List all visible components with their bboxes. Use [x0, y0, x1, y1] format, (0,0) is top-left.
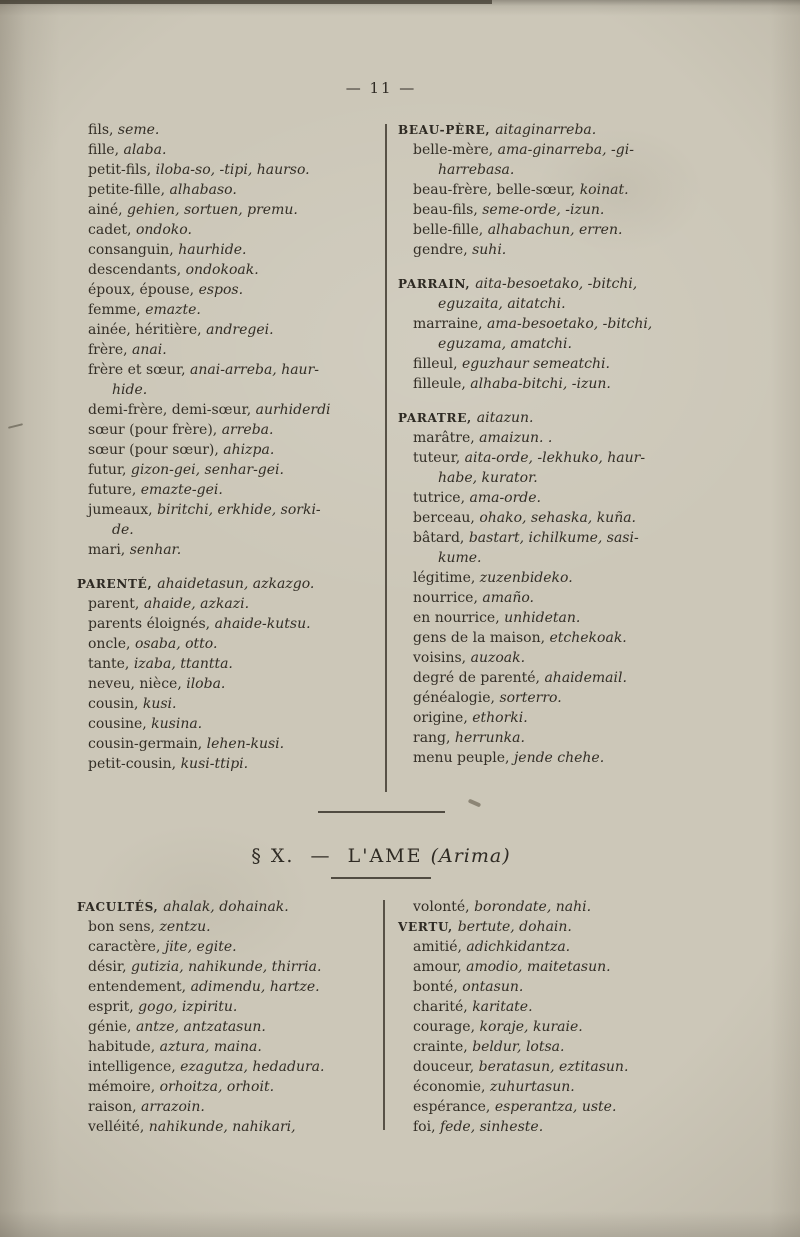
- basque-term: lehen-kusi.: [206, 736, 285, 752]
- basque-term: eguzaita, aitatchi.: [438, 296, 566, 312]
- dictionary-entry: [64, 200, 376, 220]
- page-number: — 11 —: [345, 79, 417, 97]
- french-term: sœur (pour frère),: [88, 422, 222, 438]
- basque-term: alhabaso.: [169, 182, 237, 198]
- basque-term: amaño.: [482, 590, 534, 606]
- french-term: douceur,: [413, 1059, 479, 1075]
- dictionary-entry: [64, 754, 376, 774]
- french-term: bonté,: [413, 979, 463, 995]
- dictionary-entry: [398, 200, 761, 220]
- french-term: bâtard,: [413, 530, 469, 546]
- dictionary-entry: [64, 480, 376, 500]
- dictionary-entry: [398, 977, 761, 997]
- french-term: cousin-germain,: [88, 736, 207, 752]
- dictionary-entry: [64, 540, 376, 560]
- french-term: habitude,: [88, 1039, 160, 1055]
- dictionary-entry: [64, 400, 376, 420]
- french-term: tante,: [88, 656, 134, 672]
- basque-term: iloba-so, -tipi, haurso.: [155, 162, 310, 178]
- entry-group: [398, 897, 761, 1137]
- french-term: gendre,: [413, 242, 473, 258]
- french-term: caractère,: [88, 939, 165, 955]
- french-term: crainte,: [413, 1039, 473, 1055]
- entry-group: [64, 120, 376, 560]
- dictionary-entry: [398, 508, 761, 528]
- basque-term: iloba.: [186, 676, 226, 692]
- french-term: gens de la maison,: [413, 630, 550, 646]
- basque-term: seme-orde, -izun.: [482, 202, 605, 218]
- dictionary-entry: [398, 937, 761, 957]
- basque-term: adimendu, hartze.: [190, 979, 320, 995]
- basque-term: bertute, dohain.: [457, 919, 572, 935]
- basque-term: ama-ginarreba, -gi-: [497, 142, 634, 158]
- basque-term: alhaba-bitchi, -izun.: [470, 376, 611, 392]
- dictionary-entry: [398, 180, 761, 200]
- french-term: charité,: [413, 999, 473, 1015]
- entry-group: [398, 274, 761, 394]
- french-term: espérance,: [413, 1099, 495, 1115]
- bottom-right-column: [398, 897, 761, 1137]
- basque-term: koraje, kuraie.: [479, 1019, 583, 1035]
- french-term: volonté,: [413, 899, 475, 915]
- basque-term: anai-arreba, haur-: [190, 362, 319, 378]
- french-term: descendants,: [88, 262, 186, 278]
- basque-term: aztura, maina.: [159, 1039, 262, 1055]
- basque-term: eguzama, amatchi.: [438, 336, 572, 352]
- dictionary-entry: [398, 374, 761, 394]
- basque-term: orhoitza, orhoit.: [159, 1079, 275, 1095]
- basque-term: seme.: [117, 122, 160, 138]
- dictionary-entry: [398, 354, 761, 374]
- french-term: beau-frère, belle-sœur,: [413, 182, 580, 198]
- basque-term: gutizia, nahikunde, thirria.: [130, 959, 322, 975]
- basque-term: eguzhaur semeatchi.: [461, 356, 610, 372]
- dictionary-entry: [398, 220, 761, 240]
- basque-term: unhidetan.: [504, 610, 581, 626]
- dictionary-entry: [64, 1017, 376, 1037]
- headword-french-term: VERTU,: [398, 920, 458, 934]
- dictionary-entry: [64, 1097, 376, 1117]
- basque-term: jende chehe.: [513, 750, 605, 766]
- french-term: petite-fille,: [88, 182, 170, 198]
- dictionary-entry: [64, 320, 376, 340]
- basque-term: haurhide.: [178, 242, 247, 258]
- section-header: [0, 845, 762, 867]
- french-term: tutrice,: [413, 490, 470, 506]
- basque-term: ama-besoetako, -bitchi,: [487, 316, 653, 332]
- french-term: mari,: [88, 542, 130, 558]
- bottom-left-column: [64, 897, 376, 1137]
- french-term: nourrice,: [413, 590, 483, 606]
- top-left-column: [64, 120, 376, 774]
- french-term: jumeaux,: [88, 502, 158, 518]
- french-term: belle-fille,: [413, 222, 488, 238]
- french-term: voisins,: [413, 650, 471, 666]
- basque-term: kusina.: [151, 716, 203, 732]
- dictionary-entry: [398, 608, 761, 628]
- dictionary-entry: [64, 714, 376, 734]
- french-term: petit-fils,: [88, 162, 156, 178]
- basque-term: hide.: [112, 382, 148, 398]
- french-term: cousine,: [88, 716, 152, 732]
- french-term: bon sens,: [88, 919, 160, 935]
- basque-term: ahaide-kutsu.: [214, 616, 311, 632]
- dictionary-entry: [398, 668, 761, 688]
- header-underline: [331, 877, 431, 879]
- basque-term: esperantza, uste.: [494, 1099, 617, 1115]
- entry-group: [64, 574, 376, 774]
- dictionary-entry: [64, 694, 376, 714]
- french-term: future,: [88, 482, 141, 498]
- dictionary-entry: [64, 917, 376, 937]
- section-separator-rule: [318, 811, 445, 813]
- dictionary-entry: [64, 440, 376, 460]
- basque-term: ontasun.: [462, 979, 524, 995]
- french-term: filleule,: [413, 376, 471, 392]
- dictionary-entry: [64, 160, 376, 180]
- french-term: neveu, nièce,: [88, 676, 187, 692]
- headword-french-term: PARRAIN,: [398, 277, 476, 291]
- basque-term: aita-besoetako, -bitchi,: [475, 276, 638, 292]
- french-term: fils,: [88, 122, 118, 138]
- basque-term: senhar.: [129, 542, 182, 558]
- section-header-italic: (Arima): [430, 845, 511, 867]
- dictionary-entry: [398, 588, 761, 608]
- basque-term: de.: [112, 522, 134, 538]
- dictionary-entry: [398, 1117, 761, 1137]
- dictionary-entry: [64, 120, 376, 140]
- margin-ink-mark: [8, 423, 23, 429]
- french-term: marâtre,: [413, 430, 480, 446]
- french-term: marraine,: [413, 316, 488, 332]
- basque-term: arreba.: [221, 422, 274, 438]
- dictionary-entry: [64, 957, 376, 977]
- dictionary-entry: [398, 728, 761, 748]
- headword-french-term: FACULTÉS,: [77, 900, 164, 914]
- dictionary-entry: [398, 140, 761, 180]
- basque-term: beldur, lotsa.: [472, 1039, 565, 1055]
- section-header-roman: § X. — L'AME: [251, 845, 431, 867]
- basque-term: kusi-ttipi.: [180, 756, 249, 772]
- column-divider-bottom: [383, 900, 385, 1130]
- dictionary-entry: [64, 1117, 376, 1137]
- french-term: époux, épouse,: [88, 282, 199, 298]
- french-term: foi,: [413, 1119, 440, 1135]
- basque-term: emazte-gei.: [140, 482, 223, 498]
- dictionary-entry: [398, 897, 761, 917]
- french-term: tuteur,: [413, 450, 465, 466]
- french-term: futur,: [88, 462, 131, 478]
- french-term: beau-fils,: [413, 202, 483, 218]
- french-term: consanguin,: [88, 242, 179, 258]
- french-term: frère et sœur,: [88, 362, 191, 378]
- basque-term: suhi.: [472, 242, 507, 258]
- dictionary-entry: [64, 1057, 376, 1077]
- dictionary-entry: [398, 1017, 761, 1037]
- basque-term: ondoko.: [135, 222, 192, 238]
- french-term: généalogie,: [413, 690, 500, 706]
- dictionary-entry: [64, 500, 376, 540]
- basque-term: osaba, otto.: [134, 636, 218, 652]
- basque-term: ahizpa.: [223, 442, 275, 458]
- dictionary-entry: [64, 300, 376, 320]
- french-term: filleul,: [413, 356, 462, 372]
- basque-term: kusi.: [142, 696, 177, 712]
- dictionary-entry: [64, 220, 376, 240]
- dictionary-entry: [398, 408, 761, 428]
- dictionary-entry: [398, 528, 761, 568]
- dictionary-entry: [64, 674, 376, 694]
- dictionary-entry: [64, 634, 376, 654]
- basque-term: adichkidantza.: [466, 939, 571, 955]
- basque-term: gizon-gei, senhar-gei.: [130, 462, 284, 478]
- dictionary-entry: [64, 614, 376, 634]
- basque-term: ondokoak.: [185, 262, 259, 278]
- dictionary-entry: [398, 568, 761, 588]
- dictionary-entry: [64, 574, 376, 594]
- dictionary-entry: [64, 734, 376, 754]
- french-term: parents éloignés,: [88, 616, 215, 632]
- dictionary-entry: [398, 448, 761, 488]
- basque-term: aitazun.: [476, 410, 534, 426]
- basque-term: amodio, maitetasun.: [466, 959, 611, 975]
- basque-term: sorterro.: [499, 690, 562, 706]
- french-term: esprit,: [88, 999, 139, 1015]
- dictionary-entry: [64, 1037, 376, 1057]
- basque-term: aurhiderdi: [255, 402, 331, 418]
- french-term: sœur (pour sœur),: [88, 442, 224, 458]
- basque-term: ethorki.: [472, 710, 528, 726]
- dictionary-entry: [64, 360, 376, 400]
- basque-term: emazte.: [145, 302, 201, 318]
- dictionary-entry: [398, 708, 761, 728]
- french-term: ainé,: [88, 202, 128, 218]
- basque-term: koinat.: [579, 182, 629, 198]
- dictionary-entry: [398, 1057, 761, 1077]
- basque-term: karitate.: [472, 999, 533, 1015]
- dictionary-entry: [64, 654, 376, 674]
- french-term: demi-frère, demi-sœur,: [88, 402, 256, 418]
- headword-french-term: PARATRE,: [398, 411, 477, 425]
- basque-term: amaizun. .: [479, 430, 553, 446]
- basque-term: nahikunde, nahikari,: [148, 1119, 296, 1135]
- french-term: intelligence,: [88, 1059, 181, 1075]
- dictionary-entry: [64, 594, 376, 614]
- french-term: femme,: [88, 302, 146, 318]
- basque-term: bastart, ichilkume, sasi-: [468, 530, 639, 546]
- basque-term: fede, sinheste.: [440, 1119, 544, 1135]
- basque-term: aita-orde, -lekhuko, haur-: [464, 450, 646, 466]
- basque-term: izaba, ttantta.: [133, 656, 233, 672]
- french-term: berceau,: [413, 510, 480, 526]
- dictionary-entry: [398, 1037, 761, 1057]
- dictionary-entry: [64, 240, 376, 260]
- dictionary-entry: [398, 628, 761, 648]
- french-term: parent,: [88, 596, 144, 612]
- dictionary-entry: [398, 688, 761, 708]
- dictionary-entry: [398, 314, 761, 354]
- dictionary-entry: [64, 260, 376, 280]
- dictionary-entry: [64, 997, 376, 1017]
- basque-term: zuhurtasun.: [489, 1079, 575, 1095]
- basque-term: borondate, nahi.: [474, 899, 592, 915]
- dictionary-entry: [64, 460, 376, 480]
- basque-term: beratasun, eztitasun.: [478, 1059, 629, 1075]
- basque-term: zuzenbideko.: [479, 570, 573, 586]
- basque-term: arrazoin.: [141, 1099, 205, 1115]
- basque-term: zentzu.: [159, 919, 211, 935]
- dictionary-entry: [64, 420, 376, 440]
- basque-term: ahalak, dohainak.: [163, 899, 289, 915]
- french-term: économie,: [413, 1079, 490, 1095]
- basque-term: harrebasa.: [438, 162, 515, 178]
- dictionary-entry: [64, 340, 376, 360]
- dictionary-entry: [64, 897, 376, 917]
- dictionary-entry: [398, 1077, 761, 1097]
- french-term: oncle,: [88, 636, 135, 652]
- column-divider-top: [385, 124, 387, 792]
- dictionary-entry: [398, 240, 761, 260]
- french-term: menu peuple,: [413, 750, 514, 766]
- french-term: origine,: [413, 710, 473, 726]
- dictionary-entry: [398, 1097, 761, 1117]
- basque-term: anai.: [132, 342, 167, 358]
- french-term: en nourrice,: [413, 610, 505, 626]
- entry-group: [398, 408, 761, 768]
- scan-top-edge: [0, 0, 492, 4]
- dictionary-entry: [398, 648, 761, 668]
- basque-term: etchekoak.: [549, 630, 627, 646]
- dictionary-entry: [64, 977, 376, 997]
- basque-term: kume.: [438, 550, 482, 566]
- french-term: légitime,: [413, 570, 480, 586]
- dictionary-entry: [398, 748, 761, 768]
- french-term: raison,: [88, 1099, 142, 1115]
- basque-term: gehien, sortuen, premu.: [127, 202, 298, 218]
- french-term: amitié,: [413, 939, 467, 955]
- entry-group: [398, 120, 761, 260]
- top-right-column: [398, 120, 761, 768]
- french-term: désir,: [88, 959, 131, 975]
- basque-term: ohako, sehaska, kuña.: [479, 510, 637, 526]
- basque-term: habe, kurator.: [438, 470, 538, 486]
- french-term: fille,: [88, 142, 124, 158]
- dictionary-entry: [398, 120, 761, 140]
- basque-term: espos.: [198, 282, 244, 298]
- french-term: ainée, héritière,: [88, 322, 207, 338]
- french-term: courage,: [413, 1019, 480, 1035]
- french-term: rang,: [413, 730, 455, 746]
- french-term: frère,: [88, 342, 133, 358]
- headword-french-term: BEAU-PÈRE,: [398, 123, 496, 137]
- dictionary-entry: [398, 997, 761, 1017]
- basque-term: andregei.: [206, 322, 274, 338]
- dictionary-entry: [64, 937, 376, 957]
- basque-term: antze, antzatasun.: [135, 1019, 266, 1035]
- dictionary-entry: [398, 274, 761, 314]
- basque-term: ahaidemail.: [544, 670, 627, 686]
- french-term: génie,: [88, 1019, 136, 1035]
- basque-term: alaba.: [123, 142, 167, 158]
- basque-term: gogo, izpiritu.: [138, 999, 238, 1015]
- dictionary-entry: [398, 917, 761, 937]
- basque-term: biritchi, erkhide, sorki-: [157, 502, 321, 518]
- basque-term: aitaginarreba.: [495, 122, 597, 138]
- entry-group: [64, 897, 376, 1137]
- dictionary-entry: [64, 180, 376, 200]
- dictionary-entry: [398, 957, 761, 977]
- dictionary-entry: [64, 1077, 376, 1097]
- french-term: mémoire,: [88, 1079, 160, 1095]
- basque-term: ezagutza, hedadura.: [180, 1059, 325, 1075]
- basque-term: ahaidetasun, azkazgo.: [157, 576, 315, 592]
- french-term: petit-cousin,: [88, 756, 181, 772]
- ink-smudge: [468, 799, 482, 808]
- basque-term: herrunka.: [454, 730, 525, 746]
- basque-term: auzoak.: [470, 650, 526, 666]
- basque-term: jite, egite.: [164, 939, 237, 955]
- french-term: amour,: [413, 959, 467, 975]
- dictionary-entry: [64, 280, 376, 300]
- french-term: cadet,: [88, 222, 136, 238]
- dictionary-entry: [398, 428, 761, 448]
- dictionary-entry: [398, 488, 761, 508]
- basque-term: alhabachun, erren.: [487, 222, 623, 238]
- dictionary-entry: [64, 140, 376, 160]
- french-term: velléité,: [88, 1119, 149, 1135]
- basque-term: ama-orde.: [469, 490, 541, 506]
- french-term: entendement,: [88, 979, 191, 995]
- french-term: cousin,: [88, 696, 143, 712]
- basque-term: ahaide, azkazi.: [143, 596, 250, 612]
- french-term: degré de parenté,: [413, 670, 545, 686]
- french-term: belle-mère,: [413, 142, 498, 158]
- headword-french-term: PARENTÉ,: [77, 577, 158, 591]
